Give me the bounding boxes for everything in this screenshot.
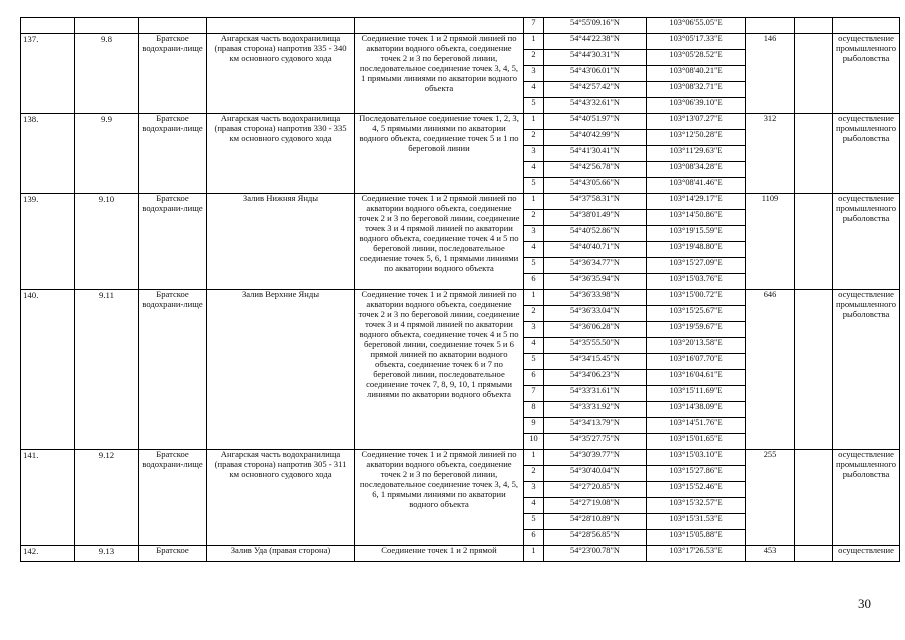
latitude: 54°43'06.01"N	[544, 66, 647, 82]
purpose-text: осуществление промышленного рыболовства	[833, 114, 900, 194]
latitude: 54°40'42.99"N	[544, 130, 647, 146]
longitude: 103°14'38.09"E	[647, 402, 746, 418]
latitude: 54°43'32.61"N	[544, 98, 647, 114]
point-number: 9	[524, 418, 544, 434]
point-number: 7	[524, 386, 544, 402]
purpose-text: осуществление промышленного рыболовства	[833, 194, 900, 290]
reservoir-name: Братское водохрани-лище	[139, 114, 207, 194]
boundary-description: Соединение точек 1 и 2 прямой линией по акватории водного объекта, соединение точек 2 и 3 по береговой линии, соединение точек 3 и 4 прямой линией по акватории водного объекта, соединение точек 4 и 5 по береговой линии, соединение точек 5 и 6 прямой линией по акватории водного объекта, соединение точек 6 и 7 по береговой линии, последовательное соединение точек 7, 8, 9, 10, 1 прямыми линиями по акватории водного объекта	[355, 290, 524, 450]
longitude: 103°16'04.61"E	[647, 370, 746, 386]
latitude: 54°33'31.92"N	[544, 402, 647, 418]
empty-cell	[795, 546, 833, 562]
table-row-continued	[21, 18, 900, 34]
boundary-description: Соединение точек 1 и 2 прямой линией по акватории водного объекта, соединение точек 2 и 3 по береговой линии, соединение точек 3 и 4 прямой линией по акватории водного объекта, соединение точек 4 и 5 по береговой линии, последовательное соединение точек 5, 6, 1 прямыми линиями по акватории водного объекта	[355, 194, 524, 290]
latitude: 54°36'35.94"N	[544, 274, 647, 290]
table-row	[21, 194, 900, 210]
point-number: 2	[524, 210, 544, 226]
area-code: 9.12	[75, 450, 139, 546]
area-code: 9.10	[75, 194, 139, 290]
point-number: 5	[524, 258, 544, 274]
latitude: 54°27'19.08"N	[544, 498, 647, 514]
reservoir-name: Братское водохрани-лище	[139, 34, 207, 114]
latitude: 54°23'00.78"N	[544, 546, 647, 562]
longitude: 103°19'59.67"E	[647, 322, 746, 338]
longitude: 103°15'27.09"E	[647, 258, 746, 274]
table-row	[21, 450, 900, 466]
latitude: 54°34'13.79"N	[544, 418, 647, 434]
latitude: 54°30'40.04"N	[544, 466, 647, 482]
latitude: 54°44'30.31"N	[544, 50, 647, 66]
point-number: 4	[524, 498, 544, 514]
point-number: 3	[524, 482, 544, 498]
location-text: Залив Уда (правая сторона)	[207, 546, 355, 562]
latitude: 54°55'09.16"N	[544, 18, 647, 34]
latitude: 54°37'58.31"N	[544, 194, 647, 210]
area-value: 146	[746, 34, 795, 114]
reservoir-name: Братское водохрани-лище	[139, 450, 207, 546]
area-value: 646	[746, 290, 795, 450]
latitude: 54°36'33.98"N	[544, 290, 647, 306]
longitude: 103°12'50.28"E	[647, 130, 746, 146]
latitude: 54°40'40.71"N	[544, 242, 647, 258]
longitude: 103°06'39.10"E	[647, 98, 746, 114]
record-number: 138.	[21, 114, 75, 194]
longitude: 103°15'01.65"E	[647, 434, 746, 450]
longitude: 103°19'15.59"E	[647, 226, 746, 242]
location-text: Залив Нижняя Янды	[207, 194, 355, 290]
reservoir-name: Братское	[139, 546, 207, 562]
longitude: 103°13'07.27"E	[647, 114, 746, 130]
record-number: 140.	[21, 290, 75, 450]
point-number: 5	[524, 354, 544, 370]
latitude: 54°36'06.28"N	[544, 322, 647, 338]
latitude: 54°43'05.66"N	[544, 178, 647, 194]
location-text: Залив Верхние Янды	[207, 290, 355, 450]
purpose-text: осуществление промышленного рыболовства	[833, 290, 900, 450]
purpose-text: осуществление промышленного рыболовства	[833, 450, 900, 546]
latitude: 54°34'15.45"N	[544, 354, 647, 370]
point-number: 3	[524, 66, 544, 82]
longitude: 103°15'00.72"E	[647, 290, 746, 306]
area-value: 312	[746, 114, 795, 194]
point-number: 2	[524, 50, 544, 66]
point-number: 6	[524, 370, 544, 386]
longitude: 103°15'03.76"E	[647, 274, 746, 290]
longitude: 103°20'13.58"E	[647, 338, 746, 354]
latitude: 54°40'52.86"N	[544, 226, 647, 242]
location-text: Ангарская часть водохранилища (правая сторона) напротив 335 - 340 км основного судового хода	[207, 34, 355, 114]
longitude: 103°15'11.69"E	[647, 386, 746, 402]
point-number: 3	[524, 226, 544, 242]
latitude: 54°35'55.50"N	[544, 338, 647, 354]
point-number: 2	[524, 466, 544, 482]
area-code: 9.13	[75, 546, 139, 562]
point-number: 10	[524, 434, 544, 450]
empty-cell	[795, 194, 833, 290]
record-number: 137.	[21, 34, 75, 114]
table-row	[21, 114, 900, 130]
reservoir-name: Братское водохрани-лище	[139, 194, 207, 290]
longitude: 103°15'27.86"E	[647, 466, 746, 482]
point-number: 4	[524, 242, 544, 258]
latitude: 54°36'33.04"N	[544, 306, 647, 322]
longitude: 103°14'29.17"E	[647, 194, 746, 210]
longitude: 103°15'05.88"E	[647, 530, 746, 546]
longitude: 103°15'25.67"E	[647, 306, 746, 322]
point-number: 1	[524, 194, 544, 210]
point-number: 4	[524, 162, 544, 178]
empty-cell	[795, 34, 833, 114]
table-row	[21, 34, 900, 50]
latitude: 54°42'57.42"N	[544, 82, 647, 98]
page-number: 30	[858, 596, 871, 611]
point-number: 1	[524, 450, 544, 466]
table-row	[21, 290, 900, 306]
area-value: 255	[746, 450, 795, 546]
latitude: 54°42'56.78"N	[544, 162, 647, 178]
longitude: 103°14'51.76"E	[647, 418, 746, 434]
reservoir-name: Братское водохрани-лище	[139, 290, 207, 450]
point-number: 8	[524, 402, 544, 418]
area-value: 453	[746, 546, 795, 562]
longitude: 103°05'28.52"E	[647, 50, 746, 66]
latitude: 54°36'34.77"N	[544, 258, 647, 274]
longitude: 103°15'52.46"E	[647, 482, 746, 498]
point-number: 2	[524, 130, 544, 146]
point-number: 6	[524, 274, 544, 290]
area-code: 9.11	[75, 290, 139, 450]
longitude: 103°08'32.71"E	[647, 82, 746, 98]
longitude: 103°08'40.21"E	[647, 66, 746, 82]
point-number: 5	[524, 178, 544, 194]
table-row	[21, 546, 900, 562]
location-text: Ангарская часть водохранилища (правая сторона) напротив 330 - 335 км основного судового хода	[207, 114, 355, 194]
record-number: 139.	[21, 194, 75, 290]
longitude: 103°15'31.53"E	[647, 514, 746, 530]
longitude: 103°17'26.53"E	[647, 546, 746, 562]
area-value: 1109	[746, 194, 795, 290]
record-number: 142.	[21, 546, 75, 562]
point-number: 1	[524, 546, 544, 562]
longitude: 103°16'07.70"E	[647, 354, 746, 370]
latitude: 54°40'51.97"N	[544, 114, 647, 130]
point-number: 1	[524, 290, 544, 306]
latitude: 54°28'10.89"N	[544, 514, 647, 530]
empty-cell	[795, 450, 833, 546]
point-number: 5	[524, 514, 544, 530]
boundary-description: Соединение точек 1 и 2 прямой линией по акватории водного объекта, соединение точек 2 и 3 по береговой линии, последовательное соединение точек 3, 4, 5, 6, 1 прямыми линиями по акватории водного объекта	[355, 450, 524, 546]
area-code: 9.9	[75, 114, 139, 194]
longitude: 103°08'41.46"E	[647, 178, 746, 194]
longitude: 103°15'03.10"E	[647, 450, 746, 466]
point-number: 4	[524, 338, 544, 354]
latitude: 54°41'30.41"N	[544, 146, 647, 162]
point-number: 2	[524, 306, 544, 322]
latitude: 54°34'06.23"N	[544, 370, 647, 386]
point-number: 5	[524, 98, 544, 114]
latitude: 54°30'39.77"N	[544, 450, 647, 466]
point-number: 6	[524, 530, 544, 546]
point-number: 7	[524, 18, 544, 34]
longitude: 103°11'29.63"E	[647, 146, 746, 162]
area-code: 9.8	[75, 34, 139, 114]
point-number: 3	[524, 146, 544, 162]
point-number: 1	[524, 114, 544, 130]
point-number: 4	[524, 82, 544, 98]
latitude: 54°38'01.49"N	[544, 210, 647, 226]
purpose-text: осуществление	[833, 546, 900, 562]
empty-cell	[795, 290, 833, 450]
boundary-description: Последовательное соединение точек 1, 2, 3, 4, 5 прямыми линиями по акватории водного объекта, соединение точек 5 и 1 по береговой линии	[355, 114, 524, 194]
latitude: 54°28'56.85"N	[544, 530, 647, 546]
purpose-text: осуществление промышленного рыболовства	[833, 34, 900, 114]
location-text: Ангарская часть водохранилища (правая сторона) напротив 305 - 311 км основного судового хода	[207, 450, 355, 546]
point-number: 3	[524, 322, 544, 338]
latitude: 54°33'31.61"N	[544, 386, 647, 402]
fishing-areas-table	[20, 17, 900, 562]
longitude: 103°15'32.57"E	[647, 498, 746, 514]
longitude: 103°06'55.05"E	[647, 18, 746, 34]
record-number: 141.	[21, 450, 75, 546]
longitude: 103°14'50.86"E	[647, 210, 746, 226]
empty-cell	[795, 114, 833, 194]
longitude: 103°05'17.33"E	[647, 34, 746, 50]
latitude: 54°35'27.75"N	[544, 434, 647, 450]
latitude: 54°27'20.85"N	[544, 482, 647, 498]
point-number: 1	[524, 34, 544, 50]
latitude: 54°44'22.38"N	[544, 34, 647, 50]
longitude: 103°19'48.80"E	[647, 242, 746, 258]
boundary-description: Соединение точек 1 и 2 прямой линией по акватории водного объекта, соединение точек 2 и 3 по береговой линии, последовательное соединение точек 3, 4, 5, 1 прямыми линиями по акватории водного объекта	[355, 34, 524, 114]
boundary-description: Соединение точек 1 и 2 прямой	[355, 546, 524, 562]
longitude: 103°08'34.28"E	[647, 162, 746, 178]
